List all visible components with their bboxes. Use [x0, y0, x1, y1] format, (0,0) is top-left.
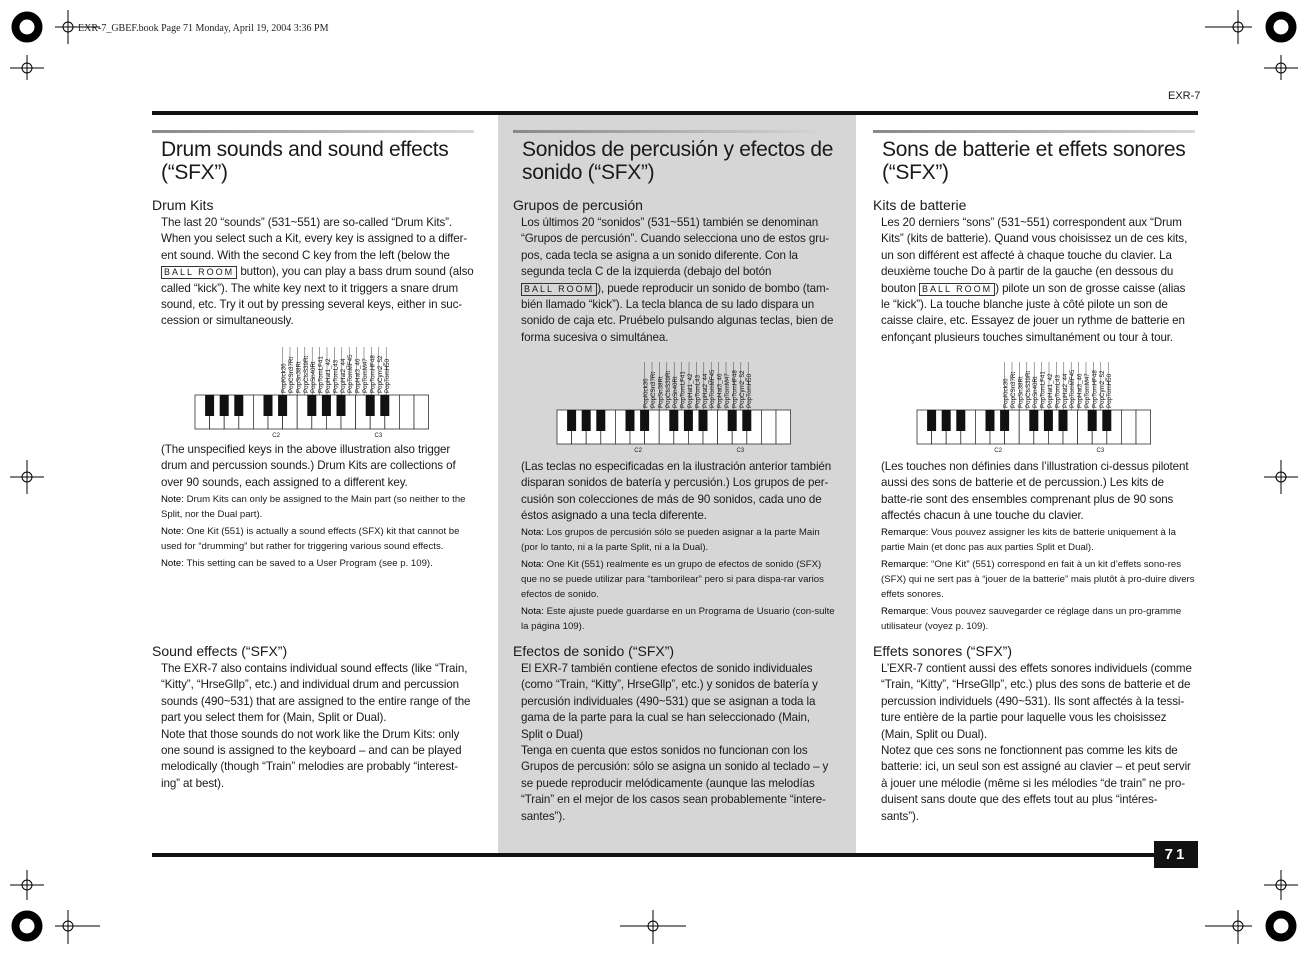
drum-kit-keyboard-illustration	[556, 360, 794, 455]
key-label: PopSn38Rt	[1017, 376, 1025, 408]
key-label: PopCym2_52	[1098, 370, 1106, 408]
section-title: Drum sounds and sound effects (“SFX”)	[161, 138, 449, 184]
c2-label: C2	[272, 433, 280, 439]
black-key	[366, 395, 375, 416]
black-key	[205, 395, 214, 416]
c3-label: C3	[736, 448, 745, 454]
black-key	[728, 410, 737, 431]
key-label: PopKick36	[642, 378, 650, 408]
sfx-heading: Sound effects (“SFX”)	[152, 643, 288, 659]
white-key	[1136, 410, 1151, 444]
key-label: PopTomMF45	[709, 369, 717, 408]
black-key	[234, 395, 243, 416]
drum-kit-keyboard-illustration	[916, 360, 1154, 455]
key-label: PopTomH50	[1106, 373, 1114, 408]
black-key	[307, 395, 316, 416]
note-list: Nota: Los grupos de percusión sólo se pueden asignar a la parte Main (por lo tanto, ni a la parte Split, ni a la Dual). Nota: One Kit (551) realmente es un grupo de efectos de sonido (SFX) que no se puede utilizar para “tamborilear” pero si para dispa-rar varios efectos de sonido. Nota: Este ajuste puede guardarse en un Programa de Usuario (con-sulte la página 109).	[521, 527, 835, 632]
model-name: EXR-7	[1168, 90, 1201, 102]
white-key	[414, 395, 429, 429]
section-title: Sons de batterie et effets sonores (“SFX”)	[882, 138, 1186, 184]
drum-kits-text-2: (Les touches non définies dans l’illustration ci-dessus pilotent aussi des sons de batterie et de percussion.) Les kits de batte-rie sont des ensembles comprenant plus de 90 sons affectés chacun à une touche du clavier.	[881, 460, 1189, 523]
black-key	[684, 410, 693, 431]
black-key	[1102, 410, 1111, 431]
key-label: PopTomL43	[332, 359, 340, 393]
black-key	[567, 410, 576, 431]
black-key	[742, 410, 751, 431]
ballroom-button-label: BALL ROOM	[521, 283, 597, 296]
key-label: PopTomM47	[362, 358, 369, 393]
key-label: PopKick36	[280, 363, 288, 393]
key-label: PopTomMF45	[1069, 369, 1077, 408]
key-label: PopHat1_42	[1047, 373, 1054, 408]
key-label: PopHat1_42	[687, 373, 694, 408]
key-label: PopTomHF48	[1091, 370, 1099, 408]
page-number: 71	[1154, 841, 1198, 868]
key-label: PopTomMF45	[347, 354, 355, 393]
key-label: PopTomM47	[1084, 373, 1091, 408]
key-label: PopSn40Rt	[672, 376, 680, 408]
key-label: PopTomL43	[694, 374, 702, 408]
key-label: PopHat2_44	[701, 373, 709, 408]
key-label: PopSn38Rt	[295, 361, 303, 393]
title-bar	[152, 130, 474, 133]
black-key	[380, 395, 389, 416]
key-label: PopHat3_46	[1076, 373, 1084, 408]
black-key	[337, 395, 346, 416]
key-label: PopTomH50	[384, 358, 392, 393]
key-label: PopKick36	[1002, 378, 1010, 408]
drum-kits-text: Los últimos 20 “sonidos” (531~551) también se denominan “Grupos de percusión”. Cuando selecciona uno de estos gru-pos, cada tecla se asigna a un sonido diferente. Con la segunda tecla C de la izquierda (debajo del botón BALL ROOM ), puede reproducir un sonido de bombo (tam-bién llamado “kick”). La tecla blanca de su lado dispara un sonido de caja etc. Pruébelo pulsando algunas teclas, bien de forma sucesiva o simultánea.	[521, 216, 834, 344]
key-label: PopTomLF41	[317, 356, 325, 393]
black-key	[640, 410, 649, 431]
key-label: PopClsS39Rt	[302, 355, 310, 393]
c2-label: C2	[994, 448, 1002, 454]
key-label: PopCSn37Rt	[288, 356, 295, 393]
black-key	[986, 410, 995, 431]
black-key	[669, 410, 678, 431]
black-key	[582, 410, 591, 431]
black-key	[1059, 410, 1068, 431]
sfx-heading: Effets sonores (“SFX”)	[873, 643, 1013, 659]
key-label: PopTomM47	[724, 373, 731, 408]
black-key	[1000, 410, 1009, 431]
key-label: PopSn40Rt	[1032, 376, 1040, 408]
c3-label: C3	[374, 433, 383, 439]
bottom-rule	[152, 853, 1156, 857]
note-list: Note: Drum Kits can only be assigned to the Main part (so neither to the Split, nor the Dual part). Note: One Kit (551) is actually a sound effects (SFX) kit that cannot be used for “drumming” but rather for triggering various sound effects. Note: This setting can be saved to a User Program (see p. 109).	[161, 494, 466, 569]
black-key	[1088, 410, 1097, 431]
key-label: PopTomHF48	[369, 355, 377, 393]
key-label: PopSn40Rt	[310, 361, 318, 393]
black-key	[264, 395, 273, 416]
spanish-column	[513, 130, 835, 184]
key-label: PopTomLF41	[679, 371, 687, 408]
key-label: PopTomL43	[1054, 374, 1062, 408]
drum-kits-heading: Grupos de percusión	[513, 197, 643, 213]
book-file-note: EXR-7_GBEF.book Page 71 Monday, April 19, 2004 3:36 PM	[78, 23, 329, 34]
sfx-text: El EXR-7 también contiene efectos de sonido individuales (como “Train, “Kitty”, HrseGllp”, etc.) y sonidos de batería y percusión individuales (490~531) que se asignan a toda la gama de la parte para la cual se han seleccionado (Main, Split o Dual) Tenga en cuenta que estos sonidos no funcionan con los Grupos de percusión: sólo se asigna un sonido al teclado – y se puede reproducir melódicamente (aunque las melodías “Train” en el mejor de los casos sean probablemente “intere-santes”).	[521, 662, 829, 823]
black-key	[596, 410, 605, 431]
key-label: PopCym2_52	[376, 355, 384, 393]
key-label: PopCSn37Rt	[650, 371, 657, 408]
white-key	[761, 410, 776, 444]
drum-kits-text-2: (Las teclas no especificadas en la ilustración anterior también disparan sonidos de batería y percusión.) Los grupos de per-cusión son colecciones de más de 90 sonidos, cada uno de éstos asignado a una tecla diferente.	[521, 460, 832, 523]
key-label: PopHat1_42	[325, 358, 332, 393]
key-label: PopClsS39Rt	[1024, 370, 1032, 408]
black-key	[927, 410, 936, 431]
white-key	[399, 395, 414, 429]
black-key	[278, 395, 287, 416]
section-title: Sonidos de percusión y efectos de sonido (“SFX”)	[522, 138, 834, 184]
black-key	[322, 395, 331, 416]
black-key	[1029, 410, 1038, 431]
sfx-text: The EXR-7 also contains individual sound effects (like “Train, “Kitty”, “HrseGllp”, etc.) and individual drum and percussion sounds (490~531) that are assigned to the entire range of the part you select them for (Main, Split or Dual). Note that those sounds do not work like the Drum Kits: only one sound is assigned to the keyboard – and can be played melodically (though “Train” melodies are probably “interest-ing” at best).	[161, 662, 471, 790]
key-label: PopTomLF41	[1039, 371, 1047, 408]
drum-kits-heading: Kits de batterie	[873, 197, 967, 213]
c2-label: C2	[634, 448, 642, 454]
french-column	[873, 130, 1195, 184]
drum-kits-heading: Drum Kits	[152, 197, 214, 213]
black-key	[699, 410, 708, 431]
c3-label: C3	[1096, 448, 1105, 454]
note-list: Remarque: Vous pouvez assigner les kits de batterie uniquement à la partie Main (et donc pas aux parties Split et Dual). Remarque: “One Kit” (551) correspond en fait à un kit d’effets sono-res (SFX) qui ne sert pas à “jouer de la batterie” mais plutôt à pro-duire divers effets sonores. Remarque: Vous pouvez sauvegarder ce réglage dans un pro-gramme utilisateur (voyez p. 109).	[881, 527, 1195, 632]
key-label: PopHat2_44	[339, 358, 347, 393]
english-column	[152, 130, 474, 184]
title-bar	[513, 130, 835, 133]
drum-kits-text-2: (The unspecified keys in the above illustration also trigger drum and percussion sounds.) Drum Kits are collections of over 90 sounds, each assigned to a different key.	[161, 443, 456, 489]
key-label: PopTomHF48	[731, 370, 739, 408]
black-key	[220, 395, 229, 416]
sfx-heading: Efectos de sonido (“SFX”)	[513, 643, 675, 659]
key-label: PopCSn37Rt	[1010, 371, 1017, 408]
key-label: PopSn38Rt	[657, 376, 665, 408]
key-label: PopTomH50	[746, 373, 754, 408]
drum-kit-keyboard-illustration	[194, 345, 432, 440]
drum-kits-text: Les 20 derniers “sons” (531~551) correspondent aux “Drum Kits” (kits de batterie). Quand vous choisissez un de ces kits, un son différent est affecté à chaque touche du clavier. La deuxième touche Do à partir de la gauche (en dessous du bouton BALL ROOM ) pilote un son de grosse caisse (alias le “kick”). La touche blanche juste à côté pilote un son de caisse claire, etc. Essayez de jouer un rythme de batterie en enfonçant plusieurs touches simultanément ou tour à tour.	[881, 216, 1188, 344]
black-key	[1044, 410, 1053, 431]
black-key	[956, 410, 965, 431]
key-label: PopHat3_46	[354, 358, 362, 393]
key-label: PopClsS39Rt	[664, 370, 672, 408]
drum-kits-text: The last 20 “sounds” (531~551) are so-called “Drum Kits”. When you select such a Kit, every key is assigned to a differ-ent sound. With the second C key from the left (below the BALL ROOM button), you can play a bass drum sound (also called “kick”). The white key next to it triggers a snare drum sound, etc. Try it out by pressing several keys, either in suc-cession or simultaneously.	[161, 216, 474, 328]
black-key	[626, 410, 635, 431]
ballroom-button-label: BALL ROOM	[161, 266, 237, 279]
ballroom-button-label: BALL ROOM	[919, 283, 995, 296]
key-label: PopHat2_44	[1061, 373, 1069, 408]
black-key	[942, 410, 951, 431]
white-key	[1121, 410, 1136, 444]
key-label: PopCym2_52	[738, 370, 746, 408]
sfx-text: L’EXR-7 contient aussi des effets sonores individuels (comme “Train, “Kitty”, “HrseGllp”, etc.) plus des sons de batterie et de percussion individuels (490~531). Ils sont affectés à la tessi-ture entière de la partie pour laquelle vous les choisissez (Main, Split ou Dual). Notez que ces sons ne fonctionnent pas comme les kits de batterie: ici, un seul son est assigné au clavier – et peut servir à jouer une mélodie (même si les mélodies “de train” ne pro-duisent sans doute que des effets tout au plus “intéres-sants”).	[881, 662, 1192, 823]
title-bar	[873, 130, 1195, 133]
white-key	[776, 410, 791, 444]
key-label: PopHat3_46	[716, 373, 724, 408]
